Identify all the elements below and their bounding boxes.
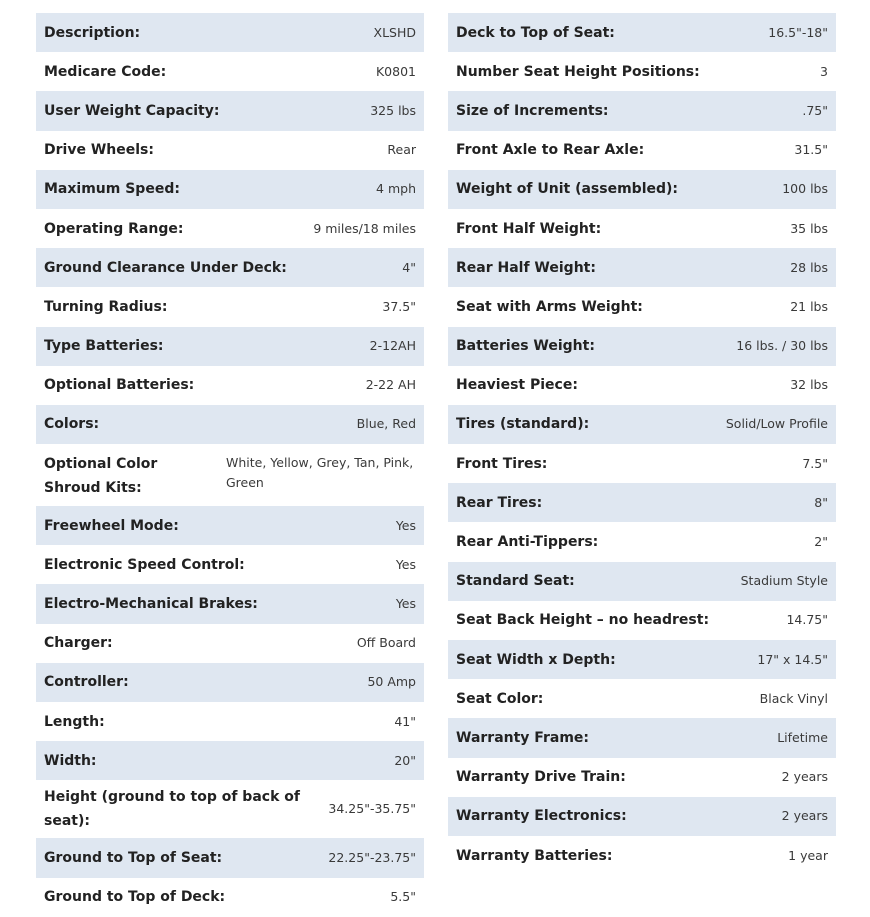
spec-value: K0801 bbox=[375, 63, 416, 79]
spec-label: Seat Back Height – no headrest: bbox=[456, 612, 710, 629]
spec-label: Height (ground to top of back of seat): bbox=[44, 789, 300, 830]
spec-value: 35 lbs bbox=[790, 220, 828, 236]
spec-row bbox=[448, 91, 836, 130]
spec-label: Drive Wheels: bbox=[44, 142, 154, 159]
spec-label: Charger: bbox=[44, 635, 113, 652]
spec-row bbox=[448, 562, 836, 601]
spec-row bbox=[448, 718, 836, 757]
spec-value: 100 lbs bbox=[782, 181, 828, 197]
spec-label: Front Half Weight: bbox=[456, 220, 602, 237]
spec-label: Seat Color: bbox=[456, 690, 544, 707]
spec-label: Optional Batteries: bbox=[44, 377, 195, 394]
spec-label: Warranty Electronics: bbox=[456, 808, 627, 825]
spec-row bbox=[36, 780, 424, 838]
spec-value: 17" x 14.5" bbox=[757, 651, 828, 667]
spec-label: Rear Anti-Tippers: bbox=[456, 534, 599, 551]
spec-value: 4" bbox=[402, 259, 416, 275]
spec-value: 28 lbs bbox=[790, 259, 828, 275]
spec-label: Front Tires: bbox=[456, 455, 548, 472]
spec-value: 37.5" bbox=[382, 298, 416, 314]
spec-value: 4 mph bbox=[376, 181, 416, 197]
spec-value: 50 Amp bbox=[367, 674, 416, 690]
spec-row bbox=[36, 506, 424, 545]
spec-row bbox=[448, 248, 836, 287]
spec-value: Yes bbox=[395, 517, 416, 533]
spec-label: Description: bbox=[44, 24, 141, 41]
spec-value: Blue, Red bbox=[356, 416, 416, 432]
spec-value: 20" bbox=[394, 752, 416, 768]
spec-row bbox=[448, 209, 836, 248]
spec-value: 22.25"-23.75" bbox=[328, 849, 416, 865]
spec-row bbox=[448, 758, 836, 797]
spec-row bbox=[448, 131, 836, 170]
spec-row bbox=[448, 13, 836, 52]
spec-value: 41" bbox=[394, 713, 416, 729]
spec-value: XLSHD bbox=[373, 24, 416, 40]
spec-label: Number Seat Height Positions: bbox=[456, 63, 700, 80]
spec-value: 2-12AH bbox=[369, 338, 416, 354]
spec-label: Turning Radius: bbox=[44, 298, 168, 315]
spec-label: Rear Half Weight: bbox=[456, 259, 596, 276]
spec-label: Standard Seat: bbox=[456, 573, 575, 590]
spec-value: Off Board bbox=[356, 635, 416, 651]
spec-row bbox=[448, 170, 836, 209]
spec-value: 16 lbs. / 30 lbs bbox=[736, 338, 828, 354]
spec-label: Electronic Speed Control: bbox=[44, 556, 245, 573]
spec-row bbox=[36, 327, 424, 366]
spec-label: Heaviest Piece: bbox=[456, 377, 578, 394]
spec-value: Stadium Style bbox=[740, 573, 828, 589]
spec-value: Black Vinyl bbox=[759, 690, 828, 706]
spec-label: Warranty Batteries: bbox=[456, 847, 613, 864]
spec-row bbox=[36, 248, 424, 287]
spec-label: Tires (standard): bbox=[456, 416, 590, 433]
spec-row bbox=[36, 13, 424, 52]
spec-label: Width: bbox=[44, 752, 97, 769]
spec-value: 3 bbox=[820, 63, 828, 79]
spec-row bbox=[36, 878, 424, 917]
spec-value: 16.5"-18" bbox=[768, 24, 828, 40]
spec-row bbox=[448, 640, 836, 679]
spec-row bbox=[36, 584, 424, 623]
spec-row bbox=[36, 838, 424, 877]
spec-row bbox=[448, 327, 836, 366]
spec-value: 2" bbox=[814, 534, 828, 550]
spec-label: Seat with Arms Weight: bbox=[456, 298, 643, 315]
spec-row bbox=[448, 444, 836, 483]
spec-label: Batteries Weight: bbox=[456, 338, 595, 355]
spec-row bbox=[36, 91, 424, 130]
spec-label: Ground to Top of Deck: bbox=[44, 889, 226, 906]
right-spec-table bbox=[448, 13, 836, 875]
left-spec-table bbox=[36, 13, 424, 917]
spec-value: 325 lbs bbox=[370, 102, 416, 118]
spec-value: 1 year bbox=[788, 847, 828, 863]
spec-row bbox=[36, 741, 424, 780]
spec-row bbox=[36, 624, 424, 663]
spec-label: Size of Increments: bbox=[456, 102, 609, 119]
spec-row bbox=[36, 131, 424, 170]
spec-value: 32 lbs bbox=[790, 377, 828, 393]
spec-row bbox=[36, 545, 424, 584]
spec-row bbox=[448, 797, 836, 836]
spec-value: Rear bbox=[387, 142, 416, 158]
spec-value: .75" bbox=[802, 102, 828, 118]
spec-label: Colors: bbox=[44, 416, 100, 433]
spec-label: Front Axle to Rear Axle: bbox=[456, 142, 645, 159]
spec-row bbox=[448, 836, 836, 875]
spec-label: Seat Width x Depth: bbox=[456, 651, 616, 668]
spec-row bbox=[36, 209, 424, 248]
spec-row bbox=[448, 287, 836, 326]
spec-row bbox=[448, 522, 836, 561]
spec-value: Yes bbox=[395, 556, 416, 572]
spec-value: 2 years bbox=[781, 808, 828, 824]
spec-row bbox=[448, 483, 836, 522]
spec-row bbox=[36, 287, 424, 326]
spec-value: 31.5" bbox=[794, 142, 828, 158]
spec-value: Yes bbox=[395, 596, 416, 612]
spec-value: 2-22 AH bbox=[365, 377, 416, 393]
spec-label: Maximum Speed: bbox=[44, 181, 180, 198]
spec-label: Length: bbox=[44, 713, 105, 730]
spec-label: Optional Color Shroud Kits: bbox=[44, 456, 158, 497]
spec-label: Weight of Unit (assembled): bbox=[456, 181, 679, 198]
spec-label: Type Batteries: bbox=[44, 338, 164, 355]
spec-label: Electro-Mechanical Brakes: bbox=[44, 596, 258, 613]
spec-value: White, Yellow, Grey, Tan, Pink, Green bbox=[226, 455, 414, 491]
spec-row bbox=[448, 601, 836, 640]
spec-label: Ground to Top of Seat: bbox=[44, 849, 223, 866]
spec-row bbox=[36, 663, 424, 702]
spec-label: Controller: bbox=[44, 674, 129, 691]
spec-label: Medicare Code: bbox=[44, 63, 167, 80]
spec-label: Rear Tires: bbox=[456, 494, 543, 511]
spec-row bbox=[36, 170, 424, 209]
spec-label: User Weight Capacity: bbox=[44, 102, 220, 119]
spec-value: 5.5" bbox=[390, 889, 416, 905]
spec-value: 9 miles/18 miles bbox=[313, 220, 416, 236]
spec-row bbox=[36, 702, 424, 741]
spec-label: Deck to Top of Seat: bbox=[456, 24, 615, 41]
spec-value: 14.75" bbox=[786, 612, 828, 628]
spec-value: 34.25"-35.75" bbox=[328, 801, 416, 817]
spec-value: 7.5" bbox=[802, 455, 828, 471]
spec-label: Warranty Frame: bbox=[456, 729, 590, 746]
spec-row bbox=[448, 405, 836, 444]
spec-value: 2 years bbox=[781, 769, 828, 785]
spec-label: Ground Clearance Under Deck: bbox=[44, 259, 287, 276]
spec-row bbox=[448, 366, 836, 405]
spec-label: Operating Range: bbox=[44, 220, 184, 237]
spec-label: Freewheel Mode: bbox=[44, 517, 179, 534]
spec-row bbox=[36, 405, 424, 444]
spec-row bbox=[36, 52, 424, 91]
spec-row bbox=[448, 679, 836, 718]
spec-row bbox=[448, 52, 836, 91]
spec-row bbox=[36, 366, 424, 405]
spec-row bbox=[36, 444, 424, 506]
spec-label: Warranty Drive Train: bbox=[456, 769, 626, 786]
spec-value: 21 lbs bbox=[790, 298, 828, 314]
spec-value: Solid/Low Profile bbox=[725, 416, 828, 432]
spec-value: Lifetime bbox=[777, 729, 828, 745]
spec-value: 8" bbox=[814, 494, 828, 510]
